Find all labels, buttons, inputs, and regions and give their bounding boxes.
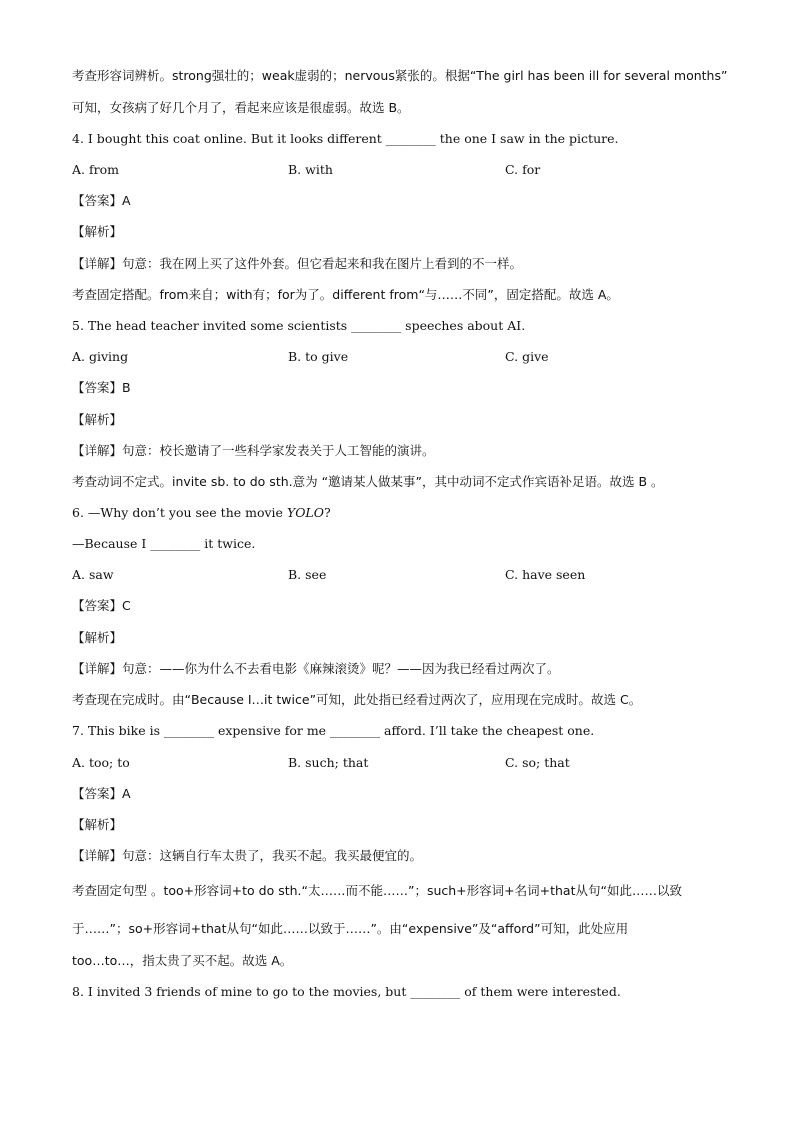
option-c: C. give: [505, 349, 549, 364]
text-line: 考查固定搭配。from来自；with有；for为了。different from“与……不同”，固定搭配。故选 A。: [72, 287, 619, 302]
analysis-label: 【解析】: [72, 224, 123, 239]
question-7: 7. This bike is ________ expensive for me ________ afford. I’ll take the cheapest one.: [72, 723, 595, 738]
movie-title: YOLO: [286, 505, 324, 520]
detail-line: 【详解】句意：校长邀请了一些科学家发表关于人工智能的演讲。: [72, 443, 435, 458]
analysis-label: 【解析】: [72, 817, 123, 832]
option-a: A. saw: [72, 567, 114, 582]
option-b: B. see: [288, 567, 327, 582]
answer-label: 【答案】B: [72, 380, 131, 395]
option-c: C. have seen: [505, 567, 586, 582]
question-8: 8. I invited 3 friends of mine to go to the movies, but ________ of them were interested.: [72, 984, 621, 999]
option-c: C. so; that: [505, 755, 570, 770]
question-4: 4. I bought this coat online. But it looks different ________ the one I saw in the picture.: [72, 131, 619, 146]
answer-label: 【答案】C: [72, 598, 131, 613]
option-a: A. giving: [72, 349, 129, 364]
analysis-label: 【解析】: [72, 412, 123, 427]
text-line: 考查固定句型 。too+形容词+to do sth.“太……而不能……”；such+形容词+名词+that从句“如此……以致: [72, 883, 682, 898]
option-b: B. to give: [288, 349, 349, 364]
text-line: 考查动词不定式。invite sb. to do sth.意为 “邀请某人做某事”，其中动词不定式作宾语补足语。故选 B 。: [72, 474, 664, 489]
text-line: too…to…，指太贵了买不起。故选 A。: [72, 953, 293, 968]
option-b: B. with: [288, 162, 333, 177]
detail-line: 【详解】句意：这辆自行车太贵了，我买不起。我买最便宜的。: [72, 848, 423, 863]
option-a: A. from: [72, 162, 119, 177]
text-line: 考查形容词辨析。strong强壮的；weak虚弱的；nervous紧张的。根据“The girl has been ill for several months”: [72, 68, 728, 83]
answer-label: 【答案】A: [72, 786, 131, 801]
text-line: 考查现在完成时。由“Because I…it twice”可知，此处指已经看过两次了，应用现在完成时。故选 C。: [72, 692, 642, 707]
question-5: 5. The head teacher invited some scientists ________ speeches about AI.: [72, 318, 526, 333]
option-c: C. for: [505, 162, 541, 177]
text-line: 可知，女孩病了好几个月了，看起来应该是很虚弱。故选 B。: [72, 100, 410, 115]
question-6: 6. —Why don’t you see the movie YOLO?: [72, 505, 331, 520]
text-line: 于……”；so+形容词+that从句“如此……以致于……”。由“expensive”及“afford”可知，此处应用: [72, 921, 629, 936]
answer-label: 【答案】A: [72, 193, 131, 208]
question-6-reply: —Because I ________ it twice.: [72, 536, 256, 551]
option-b: B. such; that: [288, 755, 369, 770]
detail-line: 【详解】句意：——你为什么不去看电影《麻辣滚烫》呢？——因为我已经看过两次了。: [72, 661, 560, 676]
analysis-label: 【解析】: [72, 630, 123, 645]
detail-line: 【详解】句意：我在网上买了这件外套。但它看起来和我在图片上看到的不一样。: [72, 256, 523, 271]
option-a: A. too; to: [72, 755, 130, 770]
